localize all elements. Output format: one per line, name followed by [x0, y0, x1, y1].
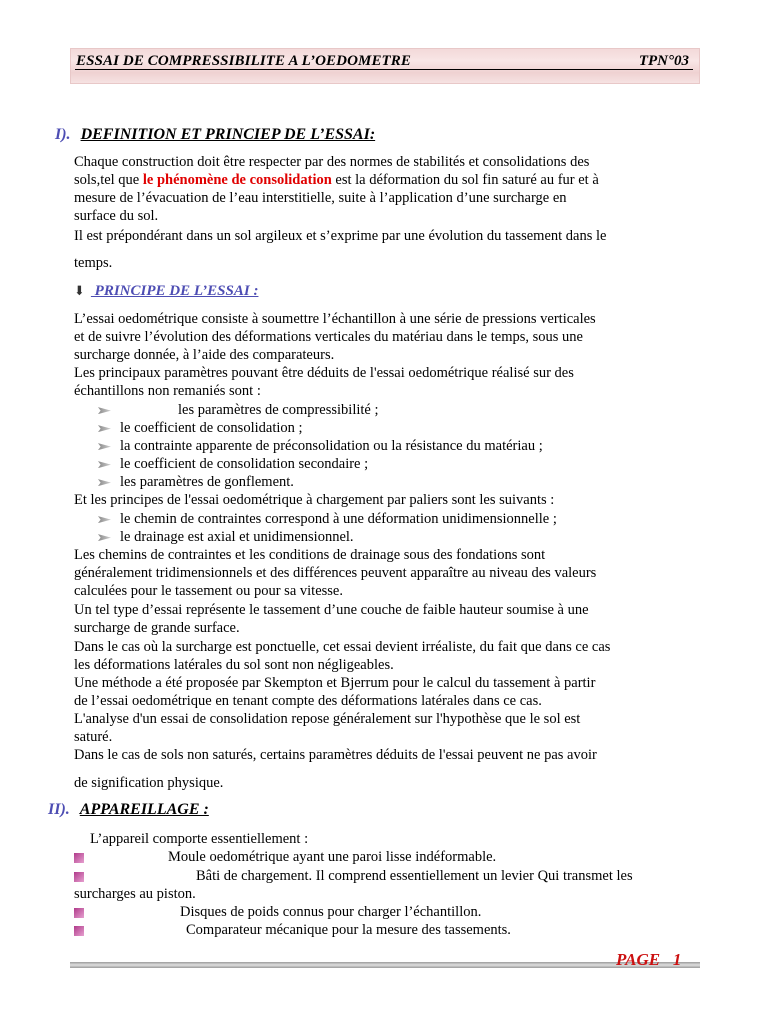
- section2-number: II).: [48, 801, 70, 818]
- principe-rest-6: Dans le cas où la surcharge est ponctuelle, cet essai devient irréaliste, du fait que dans ce cas: [74, 639, 611, 655]
- arrow-bullet-icon: [98, 461, 111, 468]
- arrow-bullet-icon: [98, 534, 111, 541]
- principe-line-5: échantillons non remaniés sont :: [74, 383, 261, 399]
- principe-last: de signification physique.: [74, 775, 224, 791]
- page-number: PAGE 1: [616, 950, 682, 969]
- arrow-bullet-icon: [98, 407, 111, 414]
- footer-rule: [70, 962, 700, 968]
- principe-rest-12: Dans le cas de sols non saturés, certains paramètres déduits de l'essai peuvent ne pas avoir: [74, 747, 597, 763]
- section1-line-2-rest: est la déformation du sol fin saturé au fur et à: [335, 172, 599, 188]
- principe-rest-11: saturé.: [74, 729, 113, 745]
- principe-line-1: L’essai oedométrique consiste à soumettre l’échantillon à une série de pressions verticales: [74, 311, 596, 327]
- bullet-text: le chemin de contraintes correspond à une déformation unidimensionnelle ;: [120, 511, 557, 527]
- bullet-item: [98, 510, 557, 528]
- apparatus-text: Comparateur mécanique pour la mesure des tassements.: [186, 922, 511, 938]
- principe-rest-10: L'analyse d'un essai de consolidation repose généralement sur l'hypothèse que le sol est: [74, 711, 581, 727]
- principe-mid: Et les principes de l'essai oedométrique à chargement par paliers sont les suivants :: [74, 492, 555, 508]
- principe-title: PRINCIPE DE L’ESSAI :: [90, 283, 259, 299]
- apparatus-item: [74, 921, 511, 939]
- section1-line-2: [74, 171, 599, 189]
- bullet-item: [98, 528, 354, 546]
- apparatus-text: Bâti de chargement. Il comprend essentiellement un levier Qui transmet les: [196, 868, 633, 884]
- apparatus-item: [74, 903, 481, 921]
- arrow-down-icon: ⬇: [74, 283, 85, 298]
- bullet-item: [98, 473, 294, 491]
- principe-line-4: Les principaux paramètres pouvant être déduits de l'essai oedométrique réalisé sur des: [74, 365, 574, 381]
- bullet-text: les paramètres de compressibilité ;: [120, 402, 379, 418]
- apparatus-item: [74, 848, 496, 866]
- section1-line-5: Il est prépondérant dans un sol argileux et s’exprime par une évolution du tassement dans le: [74, 228, 607, 244]
- apparatus-text: Disques de poids connus pour charger l’échantillon.: [180, 904, 482, 920]
- principe-line-2: et de suivre l’évolution des déformations verticales du matériau dans le temps, sous une: [74, 329, 583, 345]
- principe-rest-5: surcharge de grande surface.: [74, 620, 240, 636]
- section1-title: DEFINITION ET PRINCIEP DE L’ESSAI:: [80, 126, 376, 143]
- section1-line-2-prefix: sols,tel que: [74, 172, 143, 188]
- principe-rest-3: calculées pour le tassement ou pour sa vitesse.: [74, 583, 343, 599]
- principe-rest-7: les déformations latérales du sol sont non négligeables.: [74, 657, 394, 673]
- square-bullet-icon: [74, 853, 84, 863]
- principe-heading: [74, 283, 258, 300]
- square-bullet-icon: [74, 908, 84, 918]
- apparatus-text: Moule oedométrique ayant une paroi lisse indéformable.: [168, 849, 497, 865]
- bullet-text: le drainage est axial et unidimensionnel.: [120, 529, 354, 545]
- arrow-bullet-icon: [98, 479, 111, 486]
- bullet-item: [98, 437, 543, 455]
- arrow-bullet-icon: [98, 516, 111, 523]
- bullet-text: les paramètres de gonflement.: [120, 474, 294, 490]
- page-header: [70, 48, 700, 84]
- consolidation-highlight: le phénomène de consolidation: [142, 172, 332, 188]
- section1-line-3: mesure de l’évacuation de l’eau interstitielle, suite à l’application d’une surcharge en: [74, 190, 567, 206]
- principe-rest-1: Les chemins de contraintes et les conditions de drainage sous des fondations sont: [74, 547, 546, 563]
- section1-heading: [55, 126, 375, 144]
- bullet-text: le coefficient de consolidation ;: [120, 420, 303, 436]
- principe-line-3: surcharge donnée, à l’aide des comparateurs.: [74, 347, 335, 363]
- header-title: ESSAI DE COMPRESSIBILITE A L’OEDOMETRE: [76, 53, 412, 69]
- section1-line-1: Chaque construction doit être respecter par des normes de stabilités et consolidations des: [74, 154, 590, 170]
- section1-line-4: surface du sol.: [74, 208, 159, 224]
- bullet-item: [98, 419, 303, 437]
- section1-line-6: temps.: [74, 255, 113, 271]
- principe-rest-9: de l’essai oedométrique en tenant compte des déformations latérales dans ce cas.: [74, 693, 542, 709]
- principe-rest-2: généralement tridimensionnels et des différences peuvent apparaître au niveau des valeurs: [74, 565, 597, 581]
- principe-rest-4: Un tel type d’essai représente le tassement d’une couche de faible hauteur soumise à une: [74, 602, 589, 618]
- apparatus-continuation: surcharges au piston.: [74, 886, 196, 902]
- apparatus-item: [74, 867, 633, 885]
- section2-intro: L’appareil comporte essentiellement :: [90, 831, 309, 847]
- arrow-bullet-icon: [98, 425, 111, 432]
- square-bullet-icon: [74, 926, 84, 936]
- bullet-item: [98, 401, 379, 419]
- section2-heading: [48, 801, 209, 819]
- bullet-text: le coefficient de consolidation secondaire ;: [120, 456, 369, 472]
- principe-rest-8: Une méthode a été proposée par Skempton et Bjerrum pour le calcul du tassement à partir: [74, 675, 596, 691]
- square-bullet-icon: [74, 872, 84, 882]
- arrow-bullet-icon: [98, 443, 111, 450]
- section2-title: APPAREILLAGE :: [79, 801, 209, 818]
- header-ref: TPN°03: [638, 53, 689, 69]
- header-underline: [75, 69, 693, 70]
- bullet-item: [98, 455, 368, 473]
- bullet-text: la contrainte apparente de préconsolidation ou la résistance du matériau ;: [120, 438, 543, 454]
- section1-number: I).: [55, 126, 71, 143]
